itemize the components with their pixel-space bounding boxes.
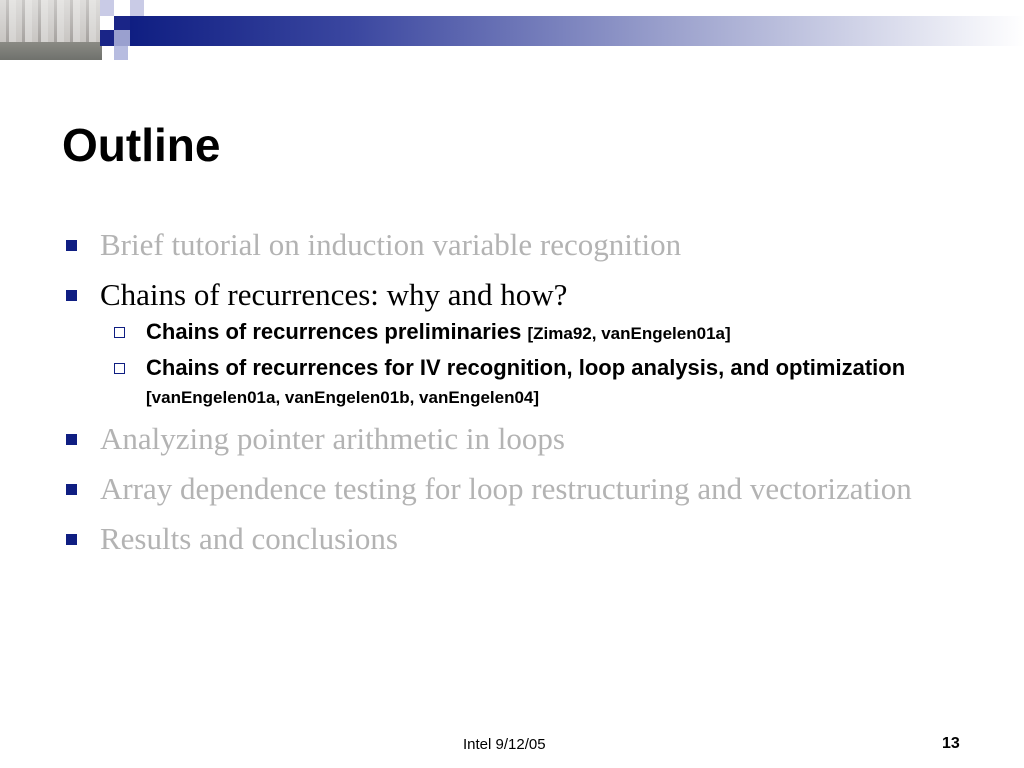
decor-square <box>114 0 130 16</box>
page-number: 13 <box>942 735 960 752</box>
citation: [Zima92, vanEngelen01a] <box>527 324 731 343</box>
bullet-text: Results and conclusions <box>100 521 398 556</box>
bullet-text: Brief tutorial on induction variable recognition <box>100 227 682 262</box>
bullet-text: Analyzing pointer arithmetic in loops <box>100 421 565 456</box>
sub-bullet-text: Chains of recurrences for IV recognition, loop analysis, and optimization <box>146 355 906 380</box>
decor-square <box>100 0 114 16</box>
decor-square <box>100 16 114 30</box>
hollow-square-icon <box>114 327 125 338</box>
bullet-item <box>62 520 962 558</box>
footer-text: Intel 9/12/05 <box>463 736 546 753</box>
bullet-item <box>62 420 962 458</box>
sub-bullet-item <box>62 318 962 348</box>
bullet-item <box>62 470 962 508</box>
filled-square-icon <box>66 484 77 495</box>
sub-bullet-item <box>62 354 962 412</box>
decor-square <box>130 0 144 16</box>
filled-square-icon <box>66 290 77 301</box>
decor-square <box>100 30 114 46</box>
filled-square-icon <box>66 434 77 445</box>
citation: [vanEngelen01a, vanEngelen01b, vanEngelen04] <box>146 388 540 407</box>
sub-bullet-text: Chains of recurrences preliminaries <box>146 319 522 344</box>
bullet-text: Array dependence testing for loop restructuring and vectorization <box>100 471 912 506</box>
slide-title: Outline <box>62 119 221 171</box>
bullet-text: Chains of recurrences: why and how? <box>100 277 568 312</box>
hollow-square-icon <box>114 363 125 374</box>
decor-square <box>114 16 130 30</box>
bullet-list <box>62 226 962 570</box>
bullet-item <box>62 226 962 264</box>
filled-square-icon <box>66 534 77 545</box>
decor-square <box>114 30 130 46</box>
campus-photo <box>0 0 102 60</box>
decor-square <box>114 46 128 60</box>
header-gradient-band <box>130 16 1024 46</box>
filled-square-icon <box>66 240 77 251</box>
bullet-item <box>62 276 962 314</box>
